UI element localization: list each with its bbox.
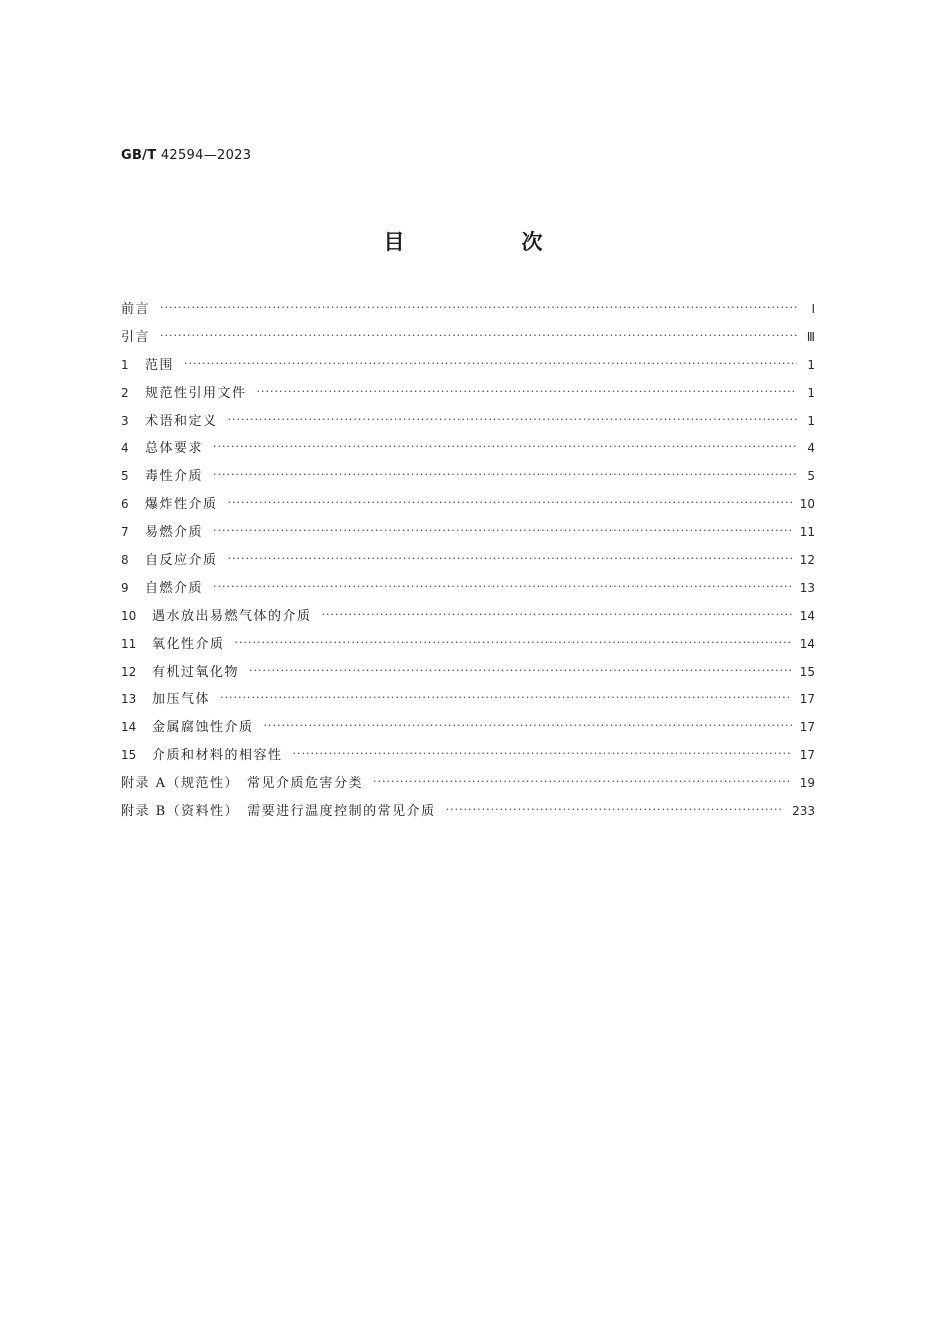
toc-entry-number: 5: [121, 469, 129, 484]
toc-entry-page: 13: [799, 580, 815, 595]
toc-leader-dots: [160, 301, 797, 314]
table-of-contents: [121, 298, 815, 828]
page-title: 目 次: [383, 230, 591, 254]
toc-entry[interactable]: [121, 298, 815, 326]
toc-entry-label: 易燃介质: [145, 525, 204, 541]
toc-entry-label: 有机过氧化物: [152, 664, 240, 680]
toc-entry-number: 6: [121, 497, 129, 512]
toc-entry-number: 12: [121, 664, 137, 679]
toc-entry[interactable]: [121, 354, 815, 382]
toc-entry-page: 10: [799, 497, 815, 512]
toc-leader-dots: [322, 608, 792, 621]
toc-entry-page: 4: [807, 441, 815, 456]
toc-entry-label: 遇水放出易燃气体的介质: [152, 608, 312, 624]
toc-entry[interactable]: [121, 382, 815, 410]
toc-leader-dots: [235, 636, 792, 649]
toc-leader-dots: [228, 496, 792, 509]
toc-leader-dots: [293, 747, 792, 760]
toc-leader-dots: [160, 329, 797, 342]
toc-entry[interactable]: [121, 410, 815, 438]
toc-leader-dots: [213, 440, 797, 453]
toc-entry-number: 9: [121, 580, 129, 595]
toc-entry-page: 1: [807, 385, 815, 400]
toc-entry-label: 术语和定义: [145, 413, 218, 429]
toc-leader-dots: [257, 385, 797, 398]
toc-entry-label: 规范性引用文件: [145, 385, 247, 401]
toc-entry-page: Ⅰ: [811, 302, 815, 316]
toc-leader-dots: [373, 775, 792, 788]
toc-entry-page: 1: [807, 357, 815, 372]
toc-entry[interactable]: [121, 772, 815, 800]
toc-entry-page: 17: [799, 692, 815, 707]
toc-entry[interactable]: [121, 661, 815, 689]
toc-entry[interactable]: [121, 326, 815, 354]
toc-entry-page: 19: [799, 776, 815, 791]
toc-entry-label: 爆炸性介质: [145, 497, 218, 513]
toc-leader-dots: [446, 803, 784, 816]
standard-code-prefix: GB/T: [121, 148, 157, 163]
toc-leader-dots: [184, 357, 797, 370]
toc-entry-label: 附录 A（规范性） 常见介质危害分类: [121, 776, 364, 792]
toc-entry-number: 7: [121, 525, 129, 540]
toc-entry-label: 附录 B（资料性） 需要进行温度控制的常见介质: [121, 804, 436, 820]
toc-entry[interactable]: [121, 716, 815, 744]
toc-entry-number: 8: [121, 553, 129, 568]
toc-entry-label: 金属腐蚀性介质: [152, 720, 254, 736]
toc-entry-number: 15: [121, 748, 137, 763]
toc-entry-label: 引言: [121, 329, 151, 345]
toc-entry[interactable]: [121, 549, 815, 577]
toc-entry-number: 13: [121, 692, 137, 707]
toc-entry-page: 15: [799, 664, 815, 679]
toc-leader-dots: [264, 719, 792, 732]
toc-entry[interactable]: [121, 521, 815, 549]
toc-entry-page: 14: [799, 608, 815, 623]
toc-entry-number: 1: [121, 357, 129, 372]
toc-entry-label: 自反应介质: [145, 553, 218, 569]
toc-leader-dots: [228, 552, 792, 565]
toc-entry[interactable]: [121, 688, 815, 716]
toc-entry-label: 毒性介质: [145, 469, 204, 485]
toc-entry[interactable]: [121, 493, 815, 521]
toc-entry-number: 14: [121, 720, 137, 735]
toc-entry-label: 总体要求: [145, 441, 204, 457]
standard-code-number: 42594—2023: [160, 148, 252, 163]
standard-code: [121, 148, 251, 163]
toc-entry-page: 12: [799, 553, 815, 568]
toc-leader-dots: [220, 691, 792, 704]
toc-leader-dots: [213, 580, 792, 593]
toc-entry[interactable]: [121, 605, 815, 633]
toc-entry-page: 5: [807, 469, 815, 484]
toc-entry-number: 11: [121, 636, 137, 651]
toc-entry-page: 17: [799, 748, 815, 763]
toc-entry-page: 14: [799, 636, 815, 651]
toc-entry[interactable]: [121, 577, 815, 605]
toc-leader-dots: [213, 468, 797, 481]
toc-entry[interactable]: [121, 744, 815, 772]
toc-entry-label: 介质和材料的相容性: [152, 748, 283, 764]
toc-entry-number: 2: [121, 385, 129, 400]
toc-entry-label: 氧化性介质: [152, 636, 225, 652]
toc-entry-number: 3: [121, 413, 129, 428]
toc-entry-label: 加压气体: [152, 692, 211, 708]
toc-entry-label: 前言: [121, 302, 151, 317]
toc-entry[interactable]: [121, 465, 815, 493]
toc-entry-label: 自燃介质: [145, 580, 204, 596]
toc-entry-page: Ⅲ: [806, 329, 815, 344]
toc-leader-dots: [213, 524, 792, 537]
toc-entry-label: 范围: [145, 357, 175, 373]
toc-entry-number: 10: [121, 608, 137, 623]
toc-entry-number: 4: [121, 441, 129, 456]
toc-entry-page: 1: [807, 413, 815, 428]
toc-entry[interactable]: [121, 800, 815, 828]
toc-entry[interactable]: [121, 437, 815, 465]
toc-entry-page: 17: [799, 720, 815, 735]
toc-leader-dots: [249, 664, 792, 677]
toc-entry-page: 11: [799, 525, 815, 540]
toc-entry[interactable]: [121, 633, 815, 661]
toc-entry-page: 233: [792, 804, 815, 819]
toc-leader-dots: [228, 413, 797, 426]
